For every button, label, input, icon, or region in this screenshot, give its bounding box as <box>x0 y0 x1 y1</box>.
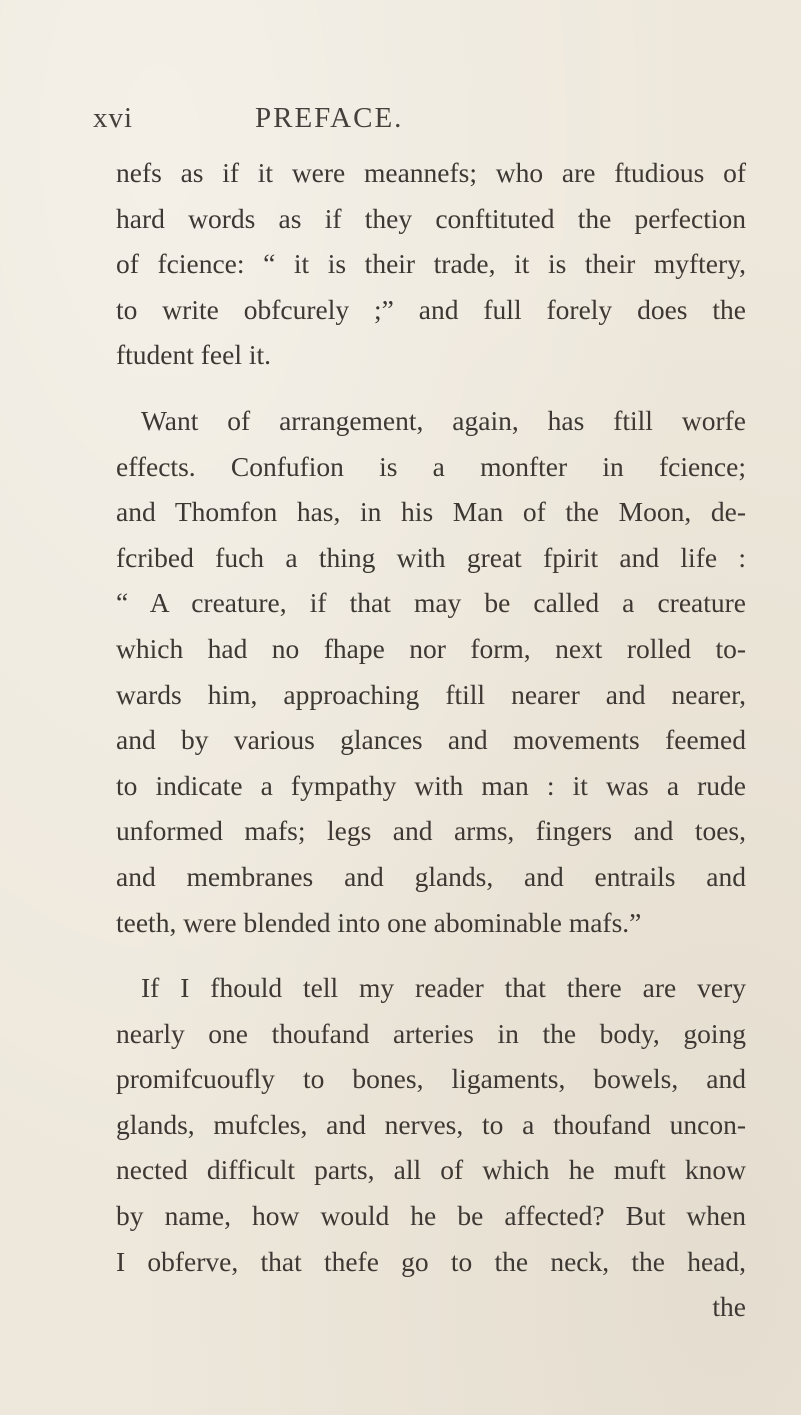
page-number: xvi <box>93 102 134 134</box>
text-line: of fcience: “ it is their trade, it is their myftery, <box>116 248 746 280</box>
text-line: and Thomfon has, in his Man of the Moon, de- <box>116 496 746 528</box>
text-line: promifcuoufly to bones, ligaments, bowels, and <box>116 1063 746 1095</box>
text-line: “ A creature, if that may be called a creature <box>116 587 746 619</box>
text-line: If I fhould tell my reader that there are very <box>141 972 746 1004</box>
text-line: I obferve, that thefe go to the neck, the head, <box>116 1245 746 1277</box>
text-line: to indicate a fympathy with man : it was a rude <box>116 769 746 801</box>
text-line: nearly one thoufand arteries in the body, going <box>116 1017 746 1049</box>
text-line: Want of arrangement, again, has ftill worfe <box>141 404 746 436</box>
paragraph-gap <box>116 378 746 398</box>
text-line: by name, how would he be affected? But when <box>116 1200 746 1232</box>
text-line: nefs as if it were meannefs; who are ftudious of <box>116 157 746 188</box>
paragraph-gap <box>116 945 746 965</box>
text-line: glands, mufcles, and nerves, to a thoufand uncon- <box>116 1108 746 1140</box>
catchword: the <box>712 1291 746 1323</box>
text-line: ftudent feel it. <box>116 339 272 371</box>
text-line: to write obfcurely ;” and full forely does the <box>116 293 746 325</box>
body-text <box>116 150 746 1330</box>
text-line: fcribed fuch a thing with great fpirit and life : <box>116 541 746 573</box>
text-line: teeth, were blended into one abominable mafs.” <box>116 906 642 938</box>
text-line: and membranes and glands, and entrails and <box>116 860 746 892</box>
text-line: unformed mafs; legs and arms, fingers and toes, <box>116 815 746 847</box>
running-head: PREFACE. <box>255 102 404 134</box>
text-line: effects. Confufion is a monfter in fcience; <box>116 450 746 482</box>
text-line: wards him, approaching ftill nearer and nearer, <box>116 678 746 710</box>
text-line: and by various glances and movements feemed <box>116 724 746 756</box>
text-line: nected difficult parts, all of which he muft know <box>116 1154 746 1186</box>
text-line: hard words as if they conftituted the perfection <box>116 202 746 234</box>
text-line: which had no fhape nor form, next rolled to- <box>116 632 746 664</box>
